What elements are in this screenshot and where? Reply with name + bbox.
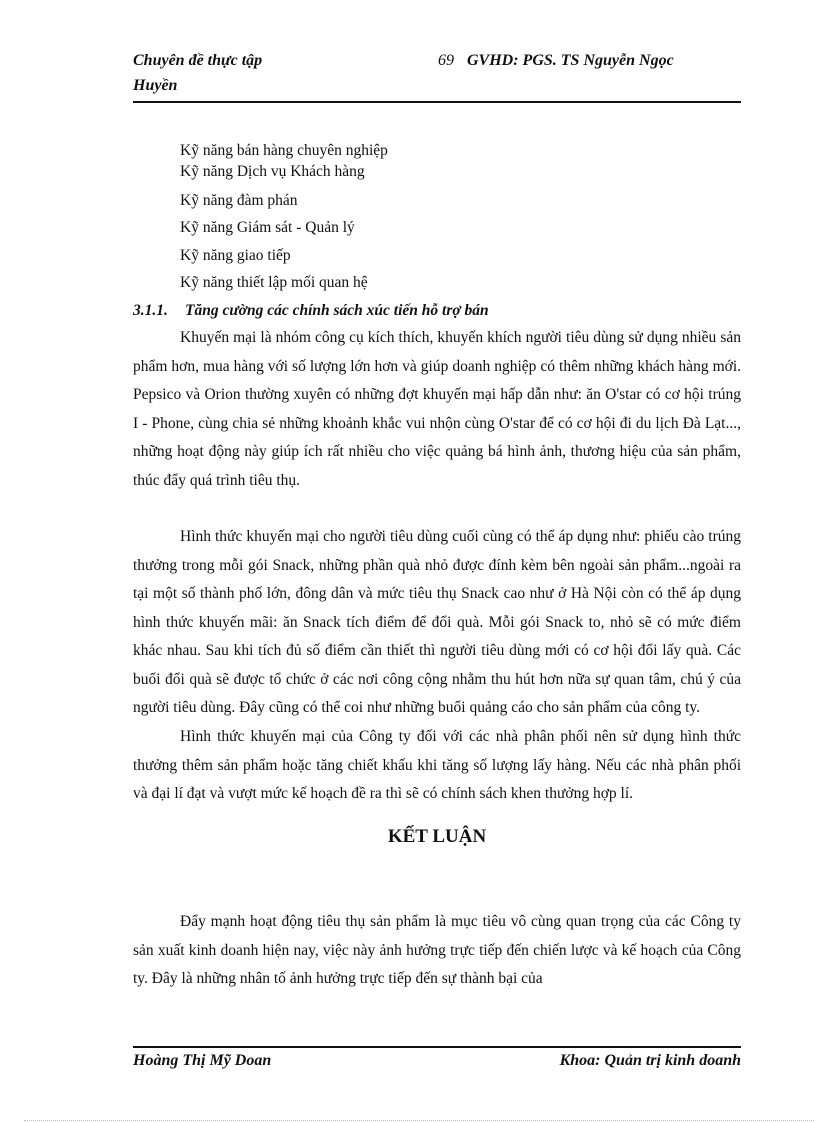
- conclusion-heading: KẾT LUẬN: [387, 826, 487, 847]
- paragraph: Hình thức khuyến mại của Công ty đối với các nhà phân phối nên sử dụng hình thức thưởng thêm sản phẩm hoặc tăng chiết khấu khi tăng số lượng lấy hàng. Nếu các nhà phân phối và đại lí đạt và vượt mức kế hoạch đề ra thì sẽ có chính sách khen thưởng hợp lí.: [133, 728, 741, 802]
- header-title: Chuyên đề thực tập: [133, 52, 263, 69]
- skill-item: Kỹ năng bán hàng chuyên nghiệp: [180, 142, 388, 159]
- paragraph: Hình thức khuyến mại cho người tiêu dùng cuối cùng có thể áp dụng như: phiếu cào trúng thưởng trong mỗi gói Snack, những phần quà nhỏ được đính kèm bên ngoài sản phẩm...ngoài ra tại một số thành phố lớn, đông dân và mức tiêu thụ Snack cao như ở Hà Nội còn có thể áp dụng hình thức khuyến mãi: ăn Snack tích điểm để đổi quà. Mỗi gói Snack to, nhỏ sẽ có mức điểm khác nhau. Sau khi tích đủ số điểm cần thiết thì người tiêu dùng mới có cơ hội đổi lấy quà. Các buổi đổi quà sẽ được tổ chức ở các nơi công cộng nhằm thu hút hơn nữa sự quan tâm, chú ý của người tiêu dùng. Đây cũng có thể coi như những buổi quảng cáo cho sản phẩm của công ty.: [133, 528, 741, 716]
- skill-item: Kỹ năng Dịch vụ Khách hàng: [180, 163, 365, 180]
- page-edge: [24, 1120, 814, 1121]
- skill-item: Kỹ năng thiết lập mối quan hệ: [180, 274, 368, 291]
- skill-item: Kỹ năng Giám sát - Quản lý: [180, 219, 355, 236]
- header-title-continued: Huyền: [133, 77, 178, 94]
- skill-item: Kỹ năng giao tiếp: [180, 247, 291, 264]
- header-advisor: GVHD: PGS. TS Nguyễn Ngọc: [467, 52, 674, 69]
- section-number: 3.1.1.: [133, 302, 168, 319]
- paragraph: Khuyến mại là nhóm công cụ kích thích, khuyến khích người tiêu dùng sử dụng nhiều sản phẩm hơn, mua hàng với số lượng lớn hơn và giúp doanh nghiệp có thêm những khách hàng mới. Pepsico và Orion thường xuyên có những đợt khuyến mại hấp dẫn như: ăn O'star có cơ hội trúng I - Phone, cùng chia sẻ những khoảnh khắc vui nhộn cùng O'star để có cơ hội đi du lịch Đà Lạt..., những hoạt động này giúp ích rất nhiều cho việc quảng bá hình ảnh, thương hiệu của sản phẩm, thúc đẩy quá trình tiêu thụ.: [133, 329, 741, 489]
- skill-item: Kỹ năng đàm phán: [180, 192, 298, 209]
- section-title: Tăng cường các chính sách xúc tiến hỗ trợ bán: [185, 302, 489, 319]
- page-number: 69: [438, 52, 454, 69]
- section-heading: [133, 302, 489, 320]
- header-rule: [133, 101, 741, 103]
- footer-author: Hoàng Thị Mỹ Doan: [133, 1052, 272, 1069]
- footer-faculty: Khoa: Quản trị kinh doanh: [559, 1052, 741, 1069]
- footer-rule: [133, 1046, 741, 1048]
- conclusion-paragraph: Đẩy mạnh hoạt động tiêu thụ sản phẩm là mục tiêu vô cùng quan trọng của các Công ty sản xuất kinh doanh hiện nay, việc này ảnh hưởng trực tiếp đến chiến lược và kế hoạch của Công ty. Đây là những nhân tố ảnh hưởng trực tiếp đến sự thành bại của: [133, 913, 741, 987]
